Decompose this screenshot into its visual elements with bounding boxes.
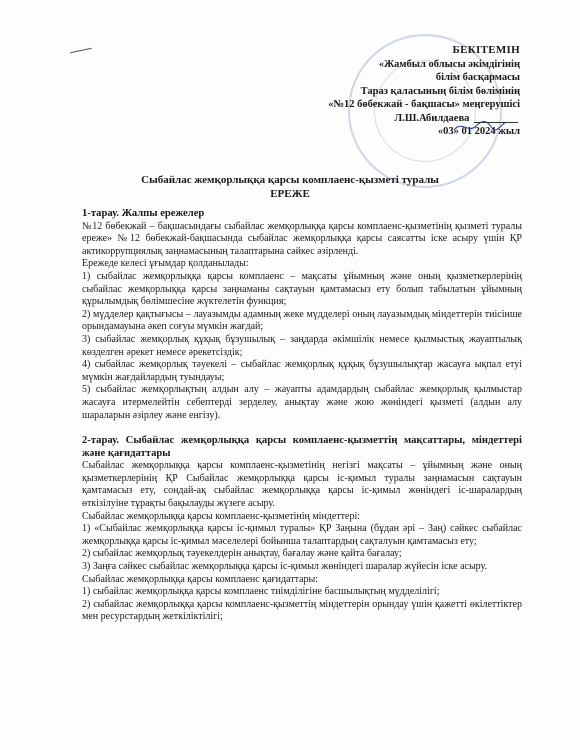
document-title <box>60 173 520 201</box>
approval-line2: білім басқармасы <box>435 72 520 83</box>
section2-task: 3) Заңға сәйкес сыбайлас жемқорлыққа қарсы іс-қимыл жөніндегі шаралар жүйесін іске асыру. <box>82 561 488 573</box>
section2-principle: 2) сыбайлас жемқорлыққа қарсы комплаенс-қызметтің міндеттерін орындау үшін қажетті өкілеттіктер мен ресурстардың жеткіліктілігі; <box>82 598 522 623</box>
section1-item: 1) сыбайлас жемқорлыққа қарсы комплаенс – мақсаты ұйымның және оның қызметкерлерінің сыбайлас жемқорлыққа қарсы заңнаманы сақтауын қамтамасыз ету болып табылатын ұйымның құрылымдық бөлімшесіне жүктелетін функция; <box>82 270 522 308</box>
section1-heading: 1-тарау. Жалпы ережелер <box>82 208 205 219</box>
section2-principle: 1) сыбайлас жемқорлыққа қарсы комплаенс тиімділігіне басшылықтың мүдделілігі; <box>82 586 440 598</box>
approval-date-month: 01 <box>461 126 473 137</box>
scan-mark <box>70 48 92 54</box>
approval-line4: «№12 бөбекжай - бақшасы» меңгерушісі <box>328 99 520 110</box>
title-line2: ЕРЕЖЕ <box>270 188 310 200</box>
section2-task: 1) «Сыбайлас жемқорлыққа қарсы іс-қимыл туралы» ҚР Заңына (бұдан әрі – Заң) сәйкес сыбайлас жемқорлыққа қарсы іс-қимыл мәселелері бойынша талаптардың сақталуын қамтамасыз ету; <box>82 523 522 547</box>
handwritten-signature <box>452 118 508 136</box>
approval-line1: «Жамбыл облысы әкімдігінің <box>378 58 520 70</box>
section2-task: 2) сыбайлас жемқорлық тәуекелдерін анықтау, бағалау және қайта бағалау; <box>82 548 402 560</box>
approval-name: Л.Ш.Абилдаева <box>394 112 470 124</box>
section1-item: 4) сыбайлас жемқорлық тәуекелі – сыбайлас жемқорлық құқық бұзушылықтар жасауға ықпал етуі мүмкін жағдайлардың туындауы; <box>82 359 522 383</box>
section2-principles-intro: Сыбайлас жемқорлыққа қарсы комплаенс қағидаттары: <box>82 573 319 585</box>
section1-item: 5) сыбайлас жемқорлықтың алдын алу – жауапты адамдардың сыбайлас жемқорлық қылмыстар жасауға итермелейтін себептерді зерделеу, анықтау және жою жөніндегі қызметі (алдын алу шараларын әзірлеу және енгізу). <box>82 384 522 421</box>
section1-terms-intro: Ережеде келесі ұғымдар қолданылады: <box>82 258 249 270</box>
title-line1: Сыбайлас жемқорлыққа қарсы комплаенс-қызметі туралы <box>141 174 439 186</box>
section-gap <box>82 422 522 435</box>
approval-heading: БЕКІТЕМІН <box>452 44 520 56</box>
section2-tasks-intro: Сыбайлас жемқорлыққа қарсы комплаенс-қызметінің міндеттері: <box>82 510 361 522</box>
document-body <box>82 208 522 624</box>
section1-item: 3) сыбайлас жемқорлық құқық бұзушылық – заңдарда әкімшілік немесе қылмыстық жауаптылық көзделген әрекет немесе әрекетсіздік; <box>82 333 522 358</box>
section1-intro: №12 бөбекжай – бақшасындағы сыбайлас жемқорлыққа қарсы комплаенс-қызметінің қызметі туралы ереже» №12 бөбекжай-бақшасында сыбайлас жемқорлыққа қарсы саясатты іске асыру үшін ҚР актикоррупциялық заңнамасының талаптарына сәйкес әзірленді. <box>82 220 522 257</box>
approval-date-year: 2024 жыл <box>474 126 520 137</box>
section1-item: 2) мүдделер қақтығысы – лауазымды адамның жеке мүдделері оның лауазымдық міндеттерін тиісінше орындамауына әкеп соғуы мүмкін жағдай; <box>82 308 522 333</box>
approval-line3: Тараз қаласының білім бөлімінің <box>360 85 520 97</box>
section2-goal: Сыбайлас жемқорлыққа қарсы комплаенс-қызметінің негізгі мақсаты – ұйымның және оның қызметкерлерінің ҚР Сыбайлас жемқорлыққа қарсы іс-қимыл туралы заңнамасын сақтауын қамтамасыз ету, сондай-ақ сыбайлас жемқорлыққа қарсы іс-қимыл жөніндегі іс-шаралардың өткізілуіне тұрақты бақылауды жүзеге асыру. <box>82 460 522 510</box>
section2-heading: 2-тарау. Сыбайлас жемқорлыққа қарсы комплаенс-қызметтің мақсаттары, міндеттері және қағидаттары <box>82 435 522 459</box>
approval-date-day: «03» <box>437 126 459 137</box>
